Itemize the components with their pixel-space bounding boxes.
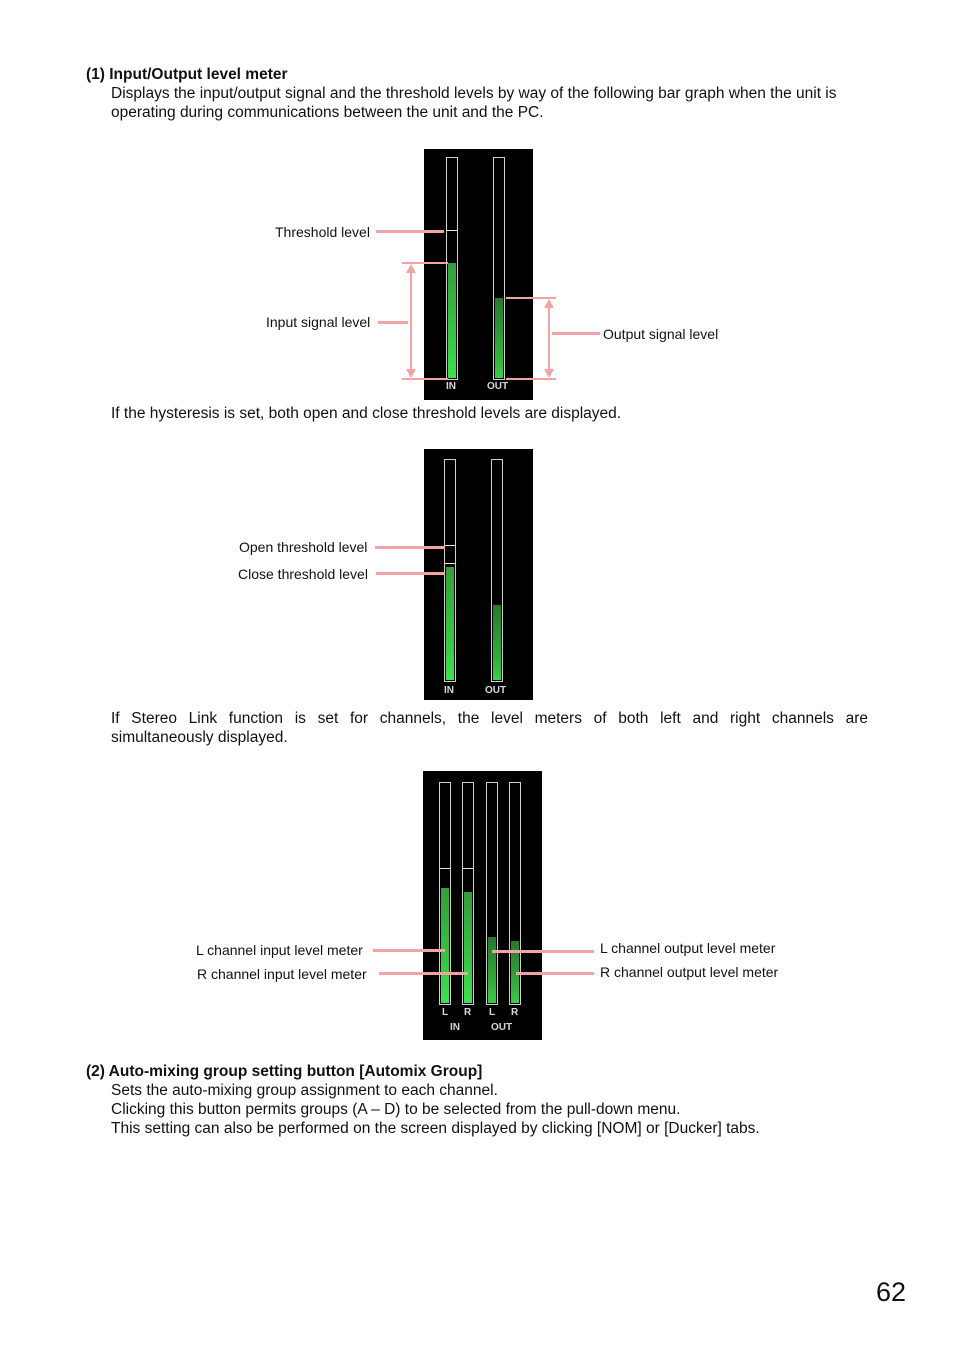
open-threshold-marker (445, 545, 455, 546)
threshold-marker (447, 230, 457, 231)
r-input-caption: R (464, 1007, 472, 1018)
l-input-caption: L (442, 1007, 449, 1018)
hysteresis-note: If the hysteresis is set, both open and close threshold levels are displayed. (111, 405, 622, 422)
input-signal-level-label: Input signal level (266, 314, 371, 330)
in-caption: IN (444, 685, 454, 696)
l-channel-input-label: L channel input level meter (196, 942, 363, 958)
close-threshold-leader-line (376, 572, 445, 575)
r-input-leader-line (379, 972, 468, 975)
output-range-bottom-line (506, 378, 556, 380)
l-output-leader-line (492, 950, 594, 953)
r-input-threshold-marker (463, 868, 473, 869)
l-channel-output-label: L channel output level meter (600, 940, 776, 956)
stereo-link-note-line-2: simultaneously displayed. (111, 729, 288, 746)
page-number: 62 (876, 1277, 907, 1307)
output-signal-fill (495, 298, 503, 378)
input-arrowhead-down-icon (406, 369, 416, 378)
in-caption: IN (446, 381, 456, 392)
input-level-meter (446, 157, 458, 380)
output-level-meter (493, 157, 505, 380)
l-channel-output-meter (486, 782, 498, 1005)
section-1-heading: (1) Input/Output level meter (86, 66, 288, 83)
out-caption: OUT (491, 1022, 513, 1033)
input-signal-fill (446, 567, 454, 680)
in-caption: IN (450, 1022, 460, 1033)
out-caption: OUT (487, 381, 509, 392)
l-output-signal-fill (488, 937, 496, 1004)
output-arrowhead-down-icon (544, 369, 554, 378)
threshold-leader-line (376, 230, 444, 233)
open-threshold-level-label: Open threshold level (239, 539, 368, 555)
section-1-description-line-1: Displays the input/output signal and the threshold levels by way of the following bar graph when the unit is (111, 85, 837, 102)
l-input-signal-fill (441, 888, 449, 1003)
section-2-line-3: This setting can also be performed on the screen displayed by clicking [NOM] or [Ducker] tabs. (111, 1120, 760, 1137)
output-arrowhead-up-icon (544, 299, 554, 308)
threshold-level-label: Threshold level (275, 224, 370, 240)
output-signal-level-label: Output signal level (603, 326, 719, 342)
input-arrowhead-up-icon (406, 264, 416, 273)
output-leader-line (552, 332, 600, 335)
output-range-arrow (548, 301, 550, 376)
section-2-line-1: Sets the auto-mixing group assignment to each channel. (111, 1082, 498, 1099)
stereo-level-meter-figure (423, 771, 542, 1040)
open-threshold-leader-line (375, 546, 445, 549)
l-output-caption: L (489, 1007, 496, 1018)
output-signal-fill (493, 605, 501, 680)
l-input-threshold-marker (440, 868, 450, 869)
section-2-heading: (2) Auto-mixing group setting button [Automix Group] (86, 1063, 483, 1080)
section-1-description-line-2: operating during communications between the unit and the PC. (111, 104, 544, 121)
close-threshold-marker (445, 563, 455, 564)
input-signal-fill (448, 263, 456, 378)
r-channel-input-label: R channel input level meter (197, 966, 367, 982)
close-threshold-level-label: Close threshold level (238, 566, 368, 582)
r-output-caption: R (511, 1007, 519, 1018)
input-range-bottom-line (402, 378, 448, 380)
r-input-signal-fill (464, 892, 472, 1003)
section-2-line-2: Clicking this button permits groups (A – D) to be selected from the pull-down menu. (111, 1101, 681, 1118)
output-level-meter (491, 459, 503, 682)
out-caption: OUT (485, 685, 507, 696)
input-level-meter (444, 459, 456, 682)
stereo-link-note-line-1: If Stereo Link function is set for channels, the level meters of both left and right channels are (111, 710, 868, 727)
level-meter-figure-1 (424, 149, 533, 400)
l-input-leader-line (373, 949, 445, 952)
input-leader-line (378, 321, 408, 324)
r-channel-output-label: R channel output level meter (600, 964, 779, 980)
r-output-leader-line (516, 972, 594, 975)
input-range-arrow (410, 266, 412, 376)
